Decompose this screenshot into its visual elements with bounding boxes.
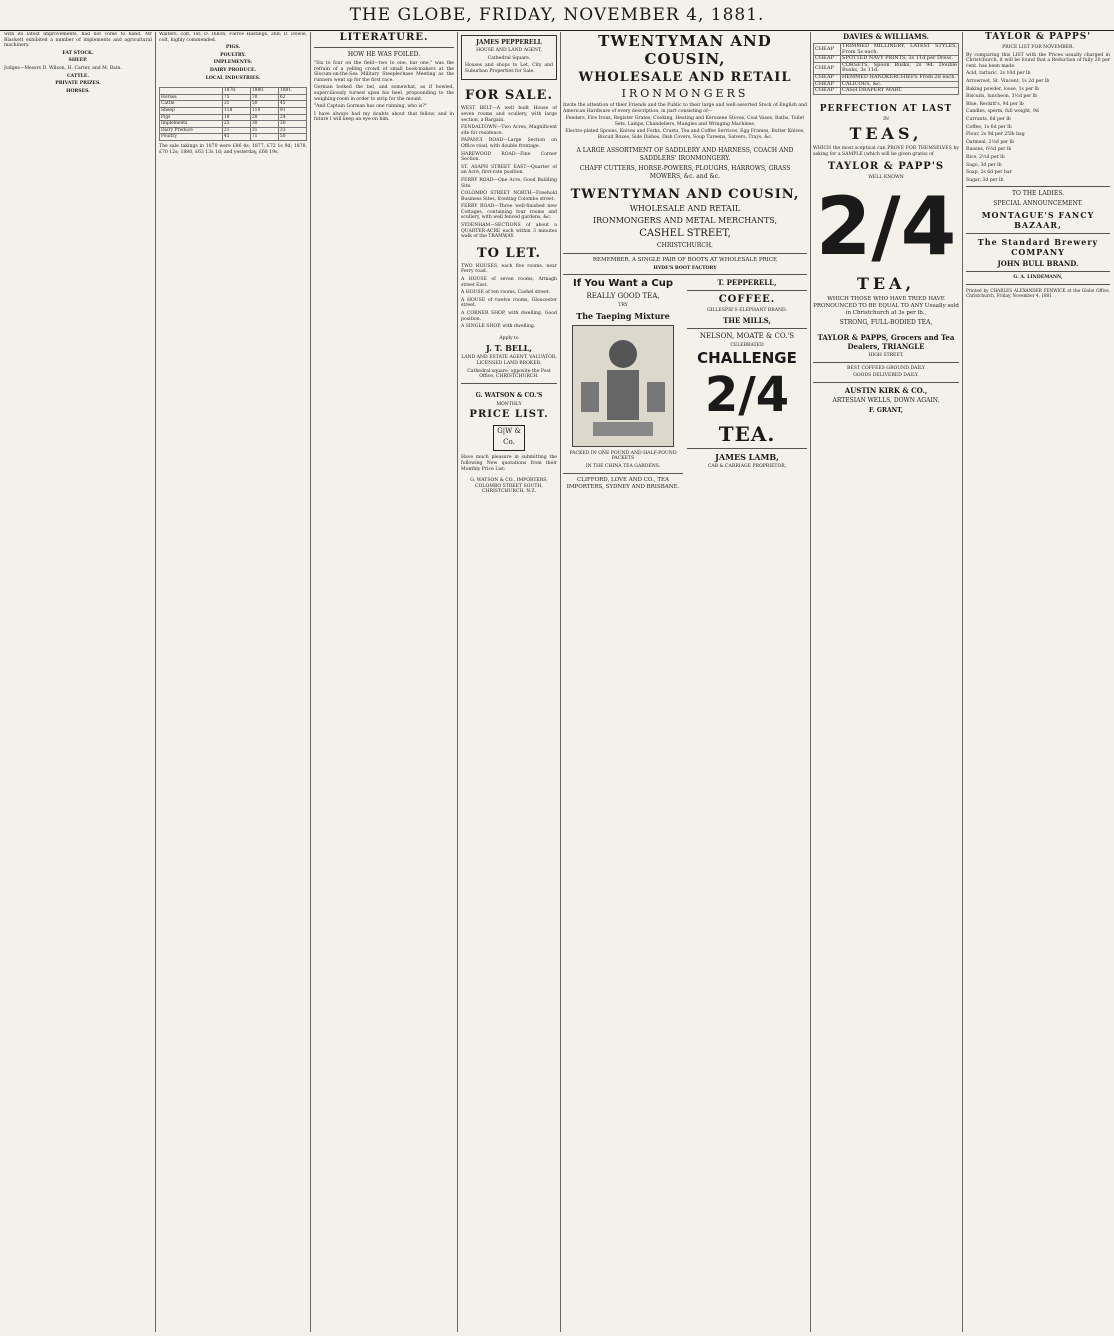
- price-item: Currants, 6d per lb: [966, 116, 1011, 122]
- tea-word: TEA,: [856, 274, 916, 294]
- twentyman-street: CASHEL STREET,: [639, 227, 731, 239]
- price-item: Sugar, 3d per lb: [966, 177, 1004, 183]
- col2-heading-implements: IMPLEMENTS.: [213, 60, 253, 66]
- saddlery: A LARGE ASSORTMENT OF SADDLERY AND HARNESS, COACH AND SADDLERS' IRONMONGERY.: [576, 146, 794, 162]
- tea-gardens: IN THE CHINA TEA GARDENS.: [585, 463, 661, 469]
- pepperell-coffee-ad: [687, 278, 807, 492]
- twentyman-city: CHRISTCHURCH.: [657, 241, 713, 249]
- nelson-moate: NELSON, MOATE & CO.'S: [699, 331, 795, 340]
- sale-item: HAREWOOD ROAD—Fine Corner Section.: [461, 151, 557, 163]
- divider: [966, 186, 1110, 187]
- twentyman-sub-3: IRONMONGERS AND METAL MERCHANTS,: [592, 215, 778, 225]
- bell-apply: Apply to: [499, 335, 519, 341]
- sale-item: WEST BELT—A well built House of seven rooms and scullery, with large section, a Bargain.: [461, 106, 557, 123]
- watson-text: Have much pleasure in submitting the following New quotations from their Monthly Price List:: [461, 455, 557, 472]
- sale-item: COLOMBO STREET NORTH—Freehold Business Sites, fronting Colombo street.: [461, 191, 557, 202]
- price-item: Candles, sperm, full weight, 9d: [966, 109, 1039, 115]
- tp-price-heading: TAYLOR & PAPPS': [984, 32, 1092, 42]
- montague: MONTAGUE'S FANCY BAZAAR,: [981, 210, 1095, 231]
- story-paragraph: "Six to four on the field—two to one, bar one," was the refrain of a yelling crowd of small book-makers at the Slocum-on-the-Sea Military Steeplechase Meeting as the runners went up for the first race.: [314, 61, 454, 83]
- watson-footer: G. WATSON & CO., IMPORTERS, COLOMBO STREET SOUTH, CHRISTCHURCH, N.Z.: [470, 478, 548, 495]
- challenge-price: 2/4: [704, 367, 790, 424]
- tea-text: WHICH THOSE WHO HAVE TRIED HAVE PRONOUNCED TO BE EQUAL TO ANY Usually sold in Christchurch at 3s per lb.,: [813, 296, 959, 317]
- literature-heading: LITERATURE.: [339, 32, 429, 43]
- tp-name: TAYLOR & PAPP'S: [827, 160, 945, 172]
- entries-table: [159, 87, 307, 141]
- tp-price-sub: PRICE LIST FOR NOVEMBER.: [1002, 45, 1074, 50]
- let-item: A HOUSE of ten rooms, Cashel street.: [461, 290, 551, 296]
- perfection: PERFECTION AT LAST: [819, 103, 953, 114]
- twentyman-heading-2: TWENTYMAN AND COUSIN,: [570, 186, 800, 202]
- john-bull: JOHN BULL BRAND.: [997, 259, 1079, 269]
- lindemann: G. A. LINDEMANN,: [1013, 275, 1063, 281]
- sale-item: PAPANUI ROAD—Large Section on Office road, with double frontage.: [461, 138, 557, 149]
- tea-agents: CLIFFORD, LOVE AND CO., TEA IMPORTERS, SYDNEY AND BRISBANE.: [566, 476, 680, 490]
- bell-name: J. T. BELL,: [485, 343, 533, 354]
- coffee-sub: GILLESPIE'S ELEPHANT BRAND.: [706, 308, 788, 314]
- story-paragraph: Gorman looked the bel, and somewhat, as if bowled, superciliously turned upon his heel, propounding to the weighing-room in order to strip for the mount.: [314, 85, 454, 102]
- divider: [966, 284, 1110, 285]
- tp-footer: TAYLOR & PAPPS, Grocers and Tea Dealers, TRIANGLE: [817, 333, 955, 352]
- table-row: CHEAP CASH DRAPERY MART.: [814, 88, 959, 95]
- price-item: Rice, 2½d per lb: [966, 154, 1005, 160]
- twentyman-ironmongers: IRONMONGERS: [621, 87, 749, 100]
- col1-heading-horses: HORSES.: [66, 88, 90, 94]
- in: IN: [883, 116, 889, 122]
- divider: [813, 362, 959, 363]
- price-item: Blue, Reckitt's, 9d per lb: [966, 101, 1024, 107]
- austin-kirk: AUSTIN KIRK & CO.,: [844, 385, 928, 395]
- col2-heading-local: LOCAL INDUSTRIES.: [205, 75, 261, 81]
- coffee-heading: COFFEE.: [718, 294, 776, 306]
- col2-heading-dairy: DAIRY PRODUCE.: [209, 67, 257, 73]
- printer-imprint: Printed by CHARLES ALEXANDER FENWICK at the Globe Office, Christchurch, Friday, November 4, 1881: [966, 287, 1110, 299]
- challenge: CHALLENGE: [697, 349, 797, 368]
- tea-ad-try: TRY: [618, 303, 628, 309]
- lamb-name: JAMES LAMB,: [715, 452, 779, 463]
- twentyman-intro: Invite the attention of their Friends and the Public to their large and well-assorted Stock of English and American Hardware of every description, in part consisting of—: [563, 103, 807, 114]
- table-row: Horses 75 70 62: [160, 94, 307, 101]
- sale-item: FERRY ROAD—One Acre. Good Building Site.: [461, 177, 557, 189]
- twentyman-sub-2: WHOLESALE AND RETAIL: [629, 203, 741, 213]
- divider: [563, 473, 683, 474]
- divider: [314, 47, 454, 48]
- watson-price-list: PRICE LIST.: [469, 409, 549, 421]
- masthead: THE GLOBE, FRIDAY, NOVEMBER 4, 1881.: [0, 0, 1114, 31]
- tea-ad-name: The Taeping Mixture: [576, 310, 670, 321]
- hydes-boot: HYDE'S BOOT FACTORY: [653, 265, 717, 271]
- column-rule: [810, 32, 811, 1332]
- lamb-sub: CAB & CARRIAGE PROPRIETOR,: [707, 464, 787, 470]
- tp-price-intro: By comparing this LIST with the Prices usually charged in Christchurch, it will be found that a Reduction of fully 20 per cent. has been made.: [966, 52, 1110, 69]
- table-row: CHEAP SPOTTED NAVY PRINTS, 3s 11d per Dress.: [814, 56, 959, 63]
- celebrated: CELEBRATED: [730, 342, 764, 348]
- twentyman-heading: TWENTYMAN AND COUSIN,: [598, 32, 772, 68]
- let-item: A CORNER SHOP, with dwelling. Good position.: [461, 311, 557, 322]
- col1-intro: with its latest improvements, had not come to hand. Mr Blackett exhibited a number of implements and agricultural machinery.: [4, 32, 152, 49]
- grant: F. GRANT,: [869, 406, 903, 414]
- price-item: Oatmeal, 2½d per lb: [966, 139, 1015, 145]
- column-5: [563, 32, 807, 1332]
- bell-place: Cathedral square, opposite the Post Office, CHRISTCHURCH.: [467, 368, 551, 380]
- tea-ad-title: If You Want a Cup: [573, 278, 673, 290]
- table-row: CHEAP TRIMMED MILLINERY, LATEST STYLES, From 5s each.: [815, 43, 957, 55]
- twentyman-stock: Electro-plated Spoons, Knives and Forks, Cruets, Tea and Coffee Services, Egg Frames, Butter Knives, Biscuit Boxes, Side Dishes, Dish Covers, Soup Tureens, Salvers, Trays, &c.: [565, 129, 805, 140]
- sale-item: SYDENHAM—SECTIONS of about a QUARTER-ACRE each within 3 minutes walk of the TRAMWAY.: [461, 223, 557, 240]
- column-2: [159, 32, 307, 1332]
- divider: [966, 233, 1110, 234]
- table-header: 1880.: [250, 88, 278, 95]
- cheap-table: [813, 43, 959, 95]
- best-coffees: BEST COFFEES GROUND DAILY: [847, 365, 925, 371]
- mogul-figure-icon: [573, 326, 673, 446]
- table-header: 1878.: [222, 88, 250, 95]
- bell-desc: LAND AND ESTATE AGENT, VALUATOR, LICENSED LAND BROKER.: [461, 355, 557, 366]
- table-row: Cattle 31 50 45: [160, 101, 307, 108]
- col2-table-title: The sale takings in 1870 were £86 4s; 1877, £72 1s 9d; 1878, £70 12s; 1880, £63 13s 1d; and yesterday, £68 19s.: [159, 143, 307, 155]
- column-4: [461, 32, 557, 1332]
- story-paragraph: I have always had my doubts about that fellow, and in future I will keep an eye on him.: [314, 111, 454, 123]
- artesian-wells: ARTESIAN WELLS, DOWN AGAIN.: [832, 396, 940, 404]
- agent-name: JAMES PEPPERELL: [476, 39, 542, 46]
- tea-ad: [563, 278, 683, 492]
- for-sale-heading: FOR SALE.: [465, 88, 553, 104]
- mills: THE MILLS,: [723, 315, 771, 325]
- divider: [563, 274, 807, 275]
- table-row: CHEAP HEMMED HANDKERCHIEFS From 2d each.: [814, 74, 959, 81]
- let-item: TWO HOUSES, each five rooms, near Ferry road.: [461, 263, 557, 275]
- price-item: Sago, 3d per lb: [966, 162, 1002, 168]
- column-rule: [310, 32, 311, 1332]
- let-item: A HOUSE of twelve rooms, Gloucester street.: [461, 297, 557, 309]
- col1-heading-fat-stock: FAT STOCK.: [62, 50, 94, 56]
- sale-item: FENDALTOWN—Two Acres, Magnificent site for residence.: [461, 125, 557, 136]
- table-row: CHEAP CORSETS, Spoon Busks, 2s 9d. Double Busks, 3s 11d.: [815, 61, 957, 74]
- table-row: Poultry 45 71 50: [160, 134, 307, 141]
- column-7: [966, 32, 1110, 1332]
- twentyman-stock: Fenders, Fire Irons, Register Grates, Cooking, Heating and Kerosene Stoves, Coal Vases, Baths, Toilet Sets, Lamps, Chandeliers, Mangles and Wringing Machines.: [565, 116, 805, 127]
- pepperell-name: T. PEPPERELL,: [717, 278, 777, 288]
- story-title: HOW HE WAS FOILED.: [347, 51, 421, 58]
- table-row: Dairy Produce 21 31 33: [160, 127, 307, 134]
- teas: TEAS,: [849, 124, 923, 144]
- divider: [687, 328, 807, 329]
- column-3: [314, 32, 454, 1332]
- to-the-ladies: TO THE LADIES.: [1011, 190, 1065, 198]
- tea-illustration: [572, 325, 674, 447]
- standard-brewery: The Standard Brewery COMPANY: [977, 237, 1099, 258]
- column-6: [813, 32, 959, 1332]
- col1-heading-sheep: SHEEP.: [68, 58, 88, 64]
- twentyman-sub: WHOLESALE AND RETAIL: [578, 70, 792, 85]
- table-row: CHEAP CALICOES, &c.: [814, 81, 959, 88]
- boots-ad: REMEMBER, A SINGLE PAIR OF BOOTS AT WHOLESALE PRICE: [592, 256, 778, 263]
- price-item: Biscuits, luncheon, 3½d per lb: [966, 94, 1038, 100]
- special-announcement: SPECIAL ANNOUNCEMENT.: [993, 200, 1083, 208]
- col1-judges: Judges—Messrs D. Wilson, H. Carter, and M. Bain.: [4, 65, 122, 71]
- watson-sub: MONTHLY: [496, 401, 522, 407]
- tea-ad-sub: REALLY GOOD TEA,: [586, 292, 660, 301]
- column-rule: [457, 32, 458, 1332]
- watson-title: G. WATSON & CO.'S: [475, 391, 543, 399]
- table-row: Implements 25 30 30: [160, 121, 307, 128]
- column-rule: [962, 32, 963, 1332]
- divider: [687, 290, 807, 291]
- price-item: Flour, 2s 9d per 25lb bag: [966, 132, 1025, 138]
- divider: [687, 448, 807, 449]
- strong-tea: STRONG, FULL-BODIED TEA,: [839, 319, 933, 327]
- watson-logo: G|W & Co.: [493, 425, 525, 451]
- pepperell-ad: [461, 35, 557, 80]
- col1-heading-cattle: CATTLE.: [67, 73, 89, 79]
- sale-item: ST. ASAPH STREET EAST—Quarter of an Acre, first-rate position.: [461, 164, 557, 176]
- column-rule: [560, 32, 561, 1332]
- col2-text: Walters, colt, 1st; D. Dillon, Fierce Hastings, 2nd; D. Dowie, colt, highly commended.: [159, 32, 307, 43]
- divider: [461, 383, 557, 384]
- price-item: Coffee, 1s 6d per lb: [966, 124, 1012, 130]
- price-item: Acid, tartaric, 2s 10d per lb: [966, 71, 1031, 77]
- divider: [563, 253, 807, 254]
- divider: [966, 271, 1110, 272]
- col2-heading-poultry: POULTRY.: [220, 52, 246, 58]
- well-known: WELL KNOWN: [868, 174, 904, 180]
- let-item: A SINGLE SHOP, with dwelling.: [461, 324, 536, 330]
- teas-desc: WHICH the most sceptical can PROVE FOR THEMSELVES by asking for a SAMPLE (which will be given gratis) of: [813, 146, 959, 157]
- to-let-heading: TO LET.: [476, 245, 542, 261]
- agent-title: HOUSE AND LAND AGENT,: [476, 48, 542, 53]
- goods-delivered: GOODS DELIVERED DAILY.: [853, 373, 919, 379]
- sale-item: FERRY ROAD—Three well-finished new Cottages, containing four rooms and scullery, with well fenced gardens, &c.: [461, 204, 557, 221]
- divider: [813, 382, 959, 383]
- high-street: HIGH STREET,: [868, 353, 904, 359]
- column-1: [4, 32, 152, 1332]
- table-row: Pigs 18 20 24: [160, 114, 307, 121]
- col5-lower: [563, 278, 807, 492]
- let-item: A HOUSE of seven rooms, Armagh street East.: [461, 277, 557, 288]
- story-paragraph: "And Captain Gorman has one running, who is?": [314, 104, 427, 110]
- chaff: CHAFF CUTTERS, HORSE-POWERS, PLOUGHS, HARROWS, GRASS MOWERS, &c. and &c.: [579, 164, 791, 180]
- price-item: Soap, 2s 6d per bar: [966, 170, 1012, 176]
- price-item: Arrowroot, St. Vincent, 1s 2d per lb: [966, 78, 1050, 84]
- agent-desc: Houses and shops to Let, City and Suburban Properties for Sale.: [465, 63, 553, 74]
- challenge-tea: TEA.: [718, 422, 776, 447]
- davies-williams: DAVIES & WILLIAMS.: [843, 32, 929, 41]
- agent-place: Cathedral Square.: [487, 55, 531, 61]
- tea-packed: PACKED IN ONE POUND AND HALF-POUND PACKETS: [569, 450, 677, 462]
- column-rule: [155, 32, 156, 1332]
- col2-heading-pigs: PIGS.: [225, 45, 241, 51]
- price-big: 2/4: [815, 180, 957, 274]
- price-item: Baking powder, loose, 1s per lb: [966, 86, 1040, 92]
- price-item: Raisins, 6½d per lb: [966, 147, 1012, 153]
- table-header: 1881.: [278, 88, 306, 95]
- col1-heading-private: PRIVATE PRIZES.: [55, 81, 101, 87]
- table-header: [160, 88, 223, 95]
- table-row: Sheep 118 110 91: [160, 107, 307, 114]
